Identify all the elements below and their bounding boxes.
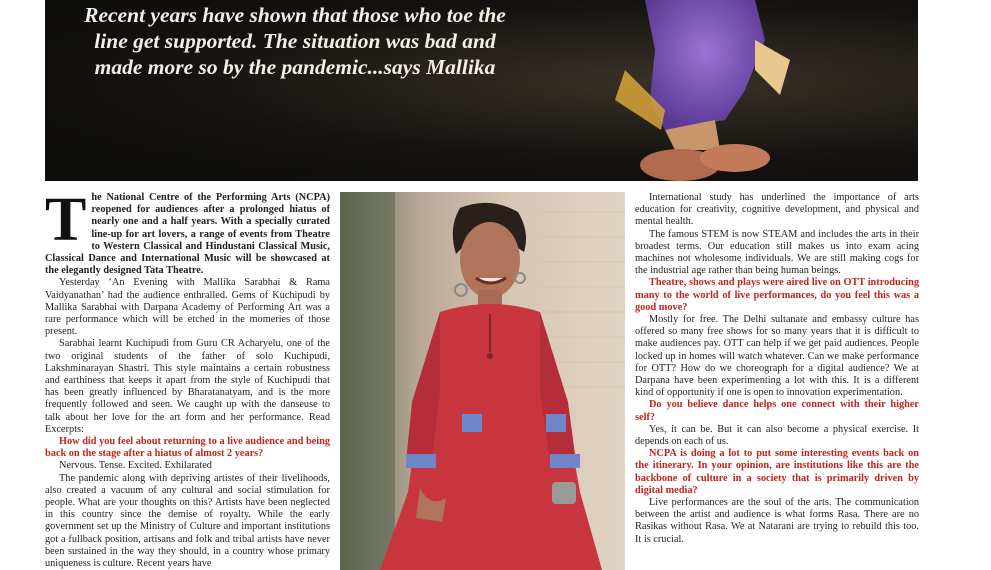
interview-question: Theatre, shows and plays were aired live on OTT introducing many to the world of live performances, do you feel this was a good move? <box>635 277 919 313</box>
article-column-left <box>45 186 330 570</box>
hero-banner <box>45 0 918 181</box>
dancer-photo <box>605 0 845 181</box>
pull-quote-line: made more so by the pandemic...says Mallika <box>94 55 496 79</box>
lead-paragraph: he National Centre of the Performing Arts (NCPA) reopened for audiences after a prolonged hiatus of nearly one and a half years. With a specially curated line-up for art lovers, a range of events from Theatre to Western Classical and Hindustani Classical Music, Classical Dance and International Music will be showcased at the elegantly designed Tata Theatre. <box>45 192 330 277</box>
drop-cap: T <box>45 186 87 254</box>
portrait-illustration <box>340 192 625 570</box>
pull-quote-line: line get supported. The situation was bad and <box>94 29 496 53</box>
body-paragraph: Live performances are the soul of the arts. The communication between the artist and audience is what forms Rasa. There are no Rasikas without Rasa. We at Natarani are trying to rebuild this too. It is crucial. <box>635 497 919 545</box>
interview-question: How did you feel about returning to a live audience and being back on the stage after a hiatus of almost 2 years? <box>45 436 330 460</box>
portrait-photo <box>340 192 625 570</box>
body-paragraph: Yes, it can be. But it can also become a physical exercise. It depends on each of us. <box>635 423 919 448</box>
body-paragraph: Sarabhai learnt Kuchipudi from Guru CR Acharyelu, one of the two original students of the father of solo Kuchipudi, Lakshminarayan Shastri. This style maintains a certain robustness and earthiness that keeps it apart from the style of Kuchipudi that has been greatly influenced by Bharatanatyam, and is the more frequently followed and seen. We caught up with the danseuse to talk about her love for the art form and her performance. Read Excerpts: <box>45 338 330 435</box>
body-paragraph: Mostly for free. The Delhi sultanate and embassy culture has offered so many free shows for so many years that it is difficult to make audiences pay. OTT can help if we get paid audiences. People locked up in homes will watch whatever. Can we make performance for OTT? How do we choreograph for a digital audience? We at Darpana have been experimenting a lot with this. It is a different kind of opportunity if one is open to innovation experimentation. <box>635 314 919 399</box>
interview-question: Do you believe dance helps one connect with their higher self? <box>635 399 919 423</box>
body-paragraph: The pandemic along with depriving artistes of their livelihoods, also created a vacuum of any cultural and social stimulation for people. What are your thoughts on this? Artists have been neglected in this country since the demise of royalty. While the early government set up the Ministry of Culture and important institutions got a fullback position, artisans and folk and tribal artists have never been sustained in the way they should, in a country whose primary uniqueness is culture. Recent years have <box>45 472 330 570</box>
body-paragraph: Nervous. Tense. Excited. Exhilarated <box>59 460 212 472</box>
interview-question: NCPA is doing a lot to put some interesting events back on the itinerary. In your opinion, are institutions like this are the backbone of culture in a society that is primarily driven by digital media? <box>635 448 919 496</box>
article-column-right <box>635 192 919 546</box>
body-paragraph: Yesterday ‘An Evening with Mallika Sarabhai & Rama Vaidyanathan’ had the audience enthralled. Gems of Kuchipudi by Mallika Sarabhai with Darpana Academy of Performing Art was a rare performance which will be etched in the momeries of those present. <box>45 277 330 338</box>
body-paragraph: The famous STEM is now STEAM and includes the arts in their broadest terms. Our education still makes us into exam acing machines not wholesome individuals. We are still making cogs for the industrial age rather than being human beings. <box>635 228 919 277</box>
pull-quote-line: Recent years have shown that those who toe the <box>84 3 506 27</box>
body-paragraph: International study has underlined the importance of arts education for creativity, cognitive development, and physical and mental health. <box>635 192 919 228</box>
pull-quote <box>45 2 545 80</box>
